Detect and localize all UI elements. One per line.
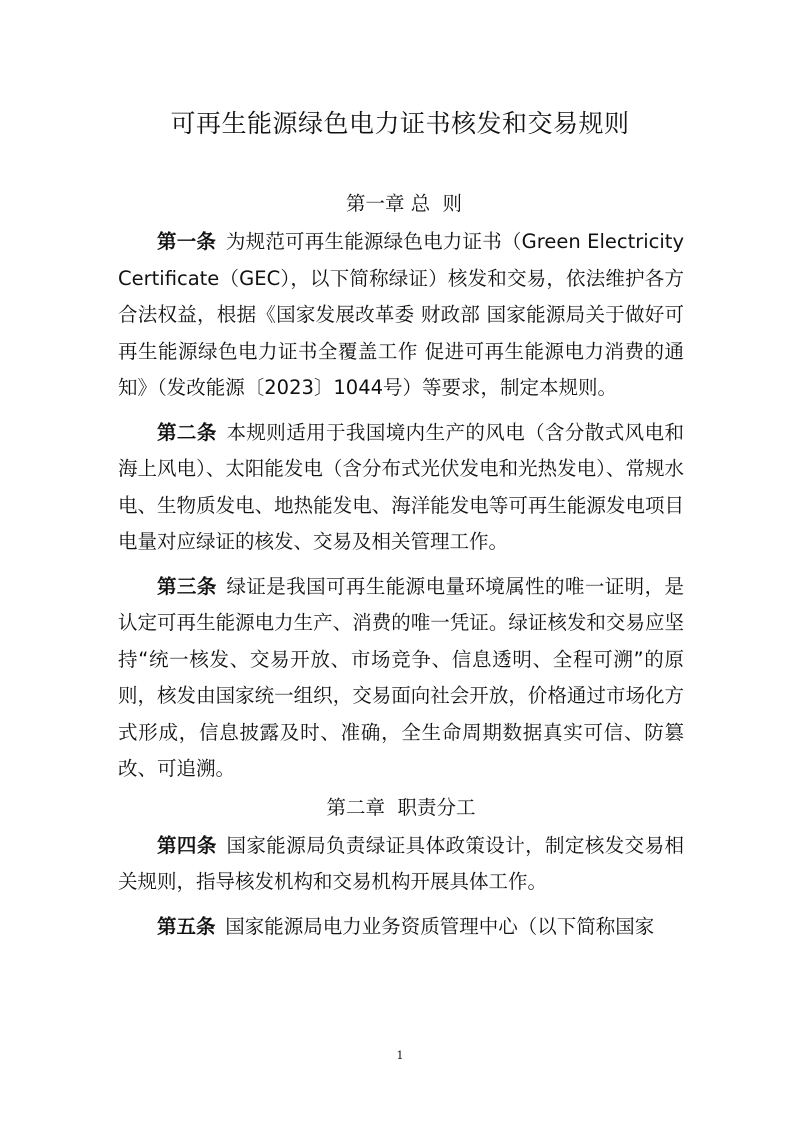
- document-title: 可再生能源绿色电力证书核发和交易规则: [170, 109, 630, 138]
- article-2: [118, 415, 684, 561]
- document-body: [118, 184, 684, 945]
- article-text: 本规则适用于我国境内生产的风电（含分散式风电和海上风电）、太阳能发电（含分布式光伏发电和光热发电）、常规水电、生物质发电、地热能发电、海洋能发电等可再生能源发电项目电量对应绿证的核发、交易及相关管理工作。: [118, 420, 684, 553]
- article-number: 第四条: [157, 833, 217, 857]
- article-text: 为规范可再生能源绿色电力证书（Green Electricity Certificate（GEC），以下简称绿证）核发和交易，依法维护各方合法权益，根据《国家发展改革委 财政部 国家能源局关于做好可再生能源绿色电力证书全覆盖工作 促进可再生能源电力消费的通知》（发改能源〔2023〕1044号）等要求，制定本规则。: [118, 230, 684, 399]
- article-number: 第五条: [157, 914, 216, 938]
- article-text: 国家能源局电力业务资质管理中心（以下简称国家: [225, 914, 655, 938]
- article-text: 绿证是我国可再生能源电量环境属性的唯一证明，是认定可再生能源电力生产、消费的唯一凭证。绿证核发和交易应坚持“统一核发、交易开放、市场竞争、信息透明、全程可溯”的原则，核发由国家统一组织，交易面向社会开放，价格通过市场化方式形成，信息披露及时、准确，全生命周期数据真实可信、防篡改、可追溯。: [118, 574, 684, 780]
- article-4: [118, 828, 684, 901]
- chapter-heading-responsibilities: 第二章 职责分工: [326, 795, 476, 819]
- article-number: 第三条: [157, 574, 217, 598]
- article-1: [118, 224, 684, 407]
- article-5: [118, 909, 684, 946]
- article-number: 第一条: [157, 230, 217, 253]
- article-3: [118, 569, 684, 788]
- chapter-heading-general-provisions: 第一章 总 则: [345, 192, 463, 215]
- page-number: 1: [396, 1049, 404, 1062]
- article-text: 国家能源局负责绿证具体政策设计，制定核发交易相关规则，指导核发机构和交易机构开展具体工作。: [118, 833, 684, 893]
- article-number: 第二条: [157, 420, 217, 444]
